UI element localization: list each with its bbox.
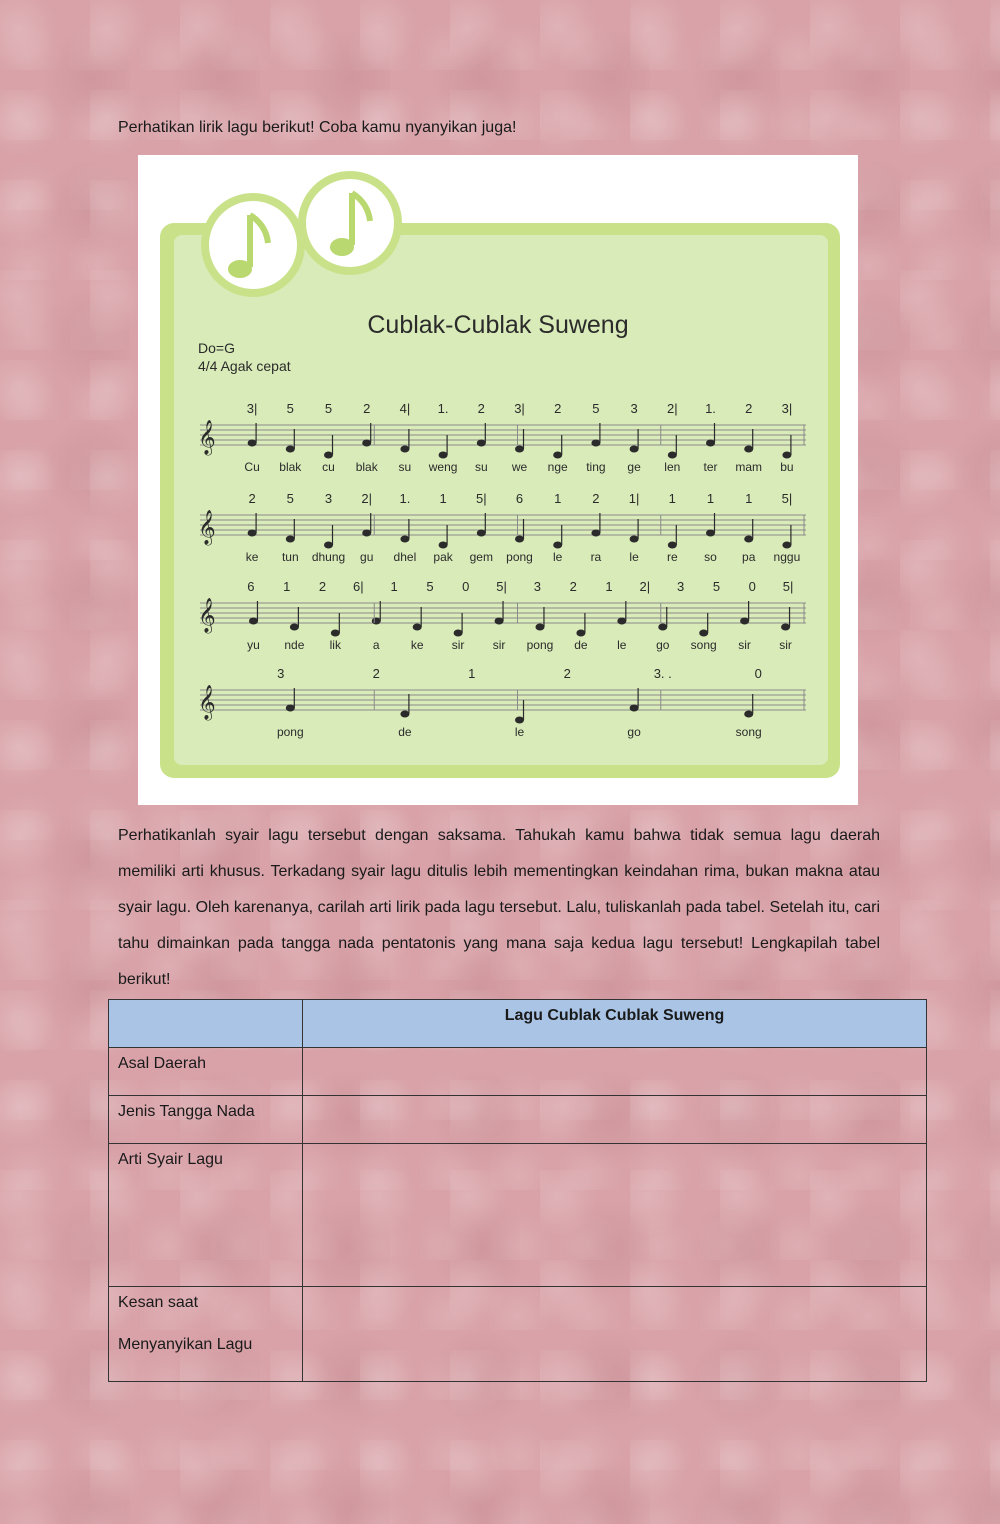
number-notation: 3 [277,666,285,681]
table-header-row [109,1000,927,1048]
lyric-syllable: ke [410,638,424,652]
note-head [286,705,295,712]
note-head [324,542,333,549]
lyric-syllable: nggu [773,550,801,564]
table-row [109,1144,927,1287]
note-head [782,542,791,549]
lyric-syllable: ting [586,460,606,474]
number-notation: 3| [781,401,793,416]
number-notation: 2 [363,401,371,416]
song-sheet [138,155,858,805]
number-notation: 2 [592,491,600,506]
number-notation: 1 [468,666,476,681]
number-notation: 1 [605,579,613,594]
row-label: Arti Syair Lagu [109,1144,303,1287]
lyric-syllable: len [664,460,681,474]
number-notation: 1. [399,491,411,506]
lyric-syllable: pong [506,550,533,564]
number-notation: 2| [666,401,678,416]
note-head [324,452,333,459]
note-head [400,711,409,718]
number-notation: 2 [248,491,256,506]
note-head [286,536,295,543]
lyric-syllable: de [574,638,588,652]
lyric-syllable: ter [703,460,718,474]
instruction-paragraph: Perhatikanlah syair lagu tersebut dengan saksama. Tahukah kamu bahwa tidak semua lagu daerah memiliki arti khusus. Terkadang syair lagu ditulis lebih mementingkan keindahan rima, bukan makna atau syair lagu. Oleh karenanya, carilah arti lirik pada lagu tersebut. Lalu, tuliskanlah pada tabel. Setelah itu, cari tahu dimainkan pada tangga nada pentatonis yang mana saja kedua lagu tersebut! Lengkapilah tabel berikut! [118,827,880,988]
number-notation: 6 [515,491,524,506]
number-notation: 3. . [653,666,672,681]
lyric-syllable: re [666,550,678,564]
number-notation: 2 [477,401,485,416]
number-notation: 6| [353,579,364,594]
lyric-syllable: lik [329,638,341,652]
lyric-syllable: ke [245,550,259,564]
note-head [477,440,486,447]
lyric-syllable: we [511,460,528,474]
note-head [553,452,562,459]
lyric-syllable: song [735,725,762,739]
lyric-syllable: pak [433,550,453,564]
lyric-syllable: ge [627,460,641,474]
note-head [400,446,409,453]
number-notation: 3| [514,401,525,416]
answer-cell-kesan[interactable] [303,1287,927,1382]
song-tempo: 4/4 Agak cepat [198,358,291,374]
lyric-syllable: tun [281,550,299,564]
intro-text: Perhatikan lirik lagu berikut! Coba kamu nyanyikan juga! [118,119,517,136]
number-notation: 0 [462,579,470,594]
note-head [744,446,753,453]
lyric-syllable: ra [590,550,602,564]
number-notation: 5| [475,491,487,506]
lyric-syllable: mam [735,460,763,474]
number-notation: 5| [496,579,507,594]
lyric-syllable: cu [322,460,335,474]
answer-cell-asal-daerah[interactable] [303,1048,927,1096]
song-title: Cublak-Cublak Suweng [367,311,629,339]
number-notation: 0 [754,666,762,681]
lyric-syllable: song [690,638,717,652]
number-notation: 2| [361,491,373,506]
lyric-syllable: le [553,550,563,564]
music-note-icon [205,197,301,293]
note-head [630,705,639,712]
song-sheet-svg [138,155,858,805]
number-notation: 3 [677,579,685,594]
note-head [740,618,749,625]
note-head [591,530,600,537]
number-notation: 1 [554,491,562,506]
note-head [668,542,677,549]
note-head [362,530,371,537]
note-head [706,530,715,537]
table-row [109,1287,927,1382]
note-head [515,446,524,453]
note-head [249,618,258,625]
lyric-syllable: de [398,725,412,739]
lyric-syllable: le [629,550,639,564]
treble-clef: 𝄞 [198,421,216,454]
table-row [109,1096,927,1144]
lyric-syllable: go [656,638,670,652]
note-head [553,542,562,549]
note-head [362,440,371,447]
number-notation: 1 [706,491,715,506]
note-head [290,624,299,631]
number-notation: 5 [712,579,721,594]
number-notation: 1 [439,491,447,506]
note-head [400,536,409,543]
note-head [454,630,463,637]
note-head [630,446,639,453]
number-notation: 1 [668,491,676,506]
lyric-syllable: le [617,638,627,652]
note-head [248,530,257,537]
lyric-syllable: dhel [393,550,417,564]
note-head [495,618,504,625]
note-head [535,624,544,631]
number-notation: 2 [569,579,577,594]
note-head [372,618,381,625]
lyric-syllable: sir [492,638,506,652]
treble-clef: 𝄞 [198,686,216,719]
number-notation: 3 [533,579,542,594]
note-head [699,630,708,637]
note-head [515,536,524,543]
note-head [781,624,790,631]
note-head [576,630,585,637]
number-notation: 1. [437,401,449,416]
table-header: Lagu Cublak Cublak Suweng [303,1000,927,1048]
number-notation: 2 [554,401,562,416]
number-notation: 2 [745,401,753,416]
number-notation: 1 [283,579,291,594]
note-head [439,542,448,549]
lyric-syllable: bu [780,460,794,474]
number-notation: 2 [318,579,327,594]
note-head [658,624,667,631]
lyric-syllable: pong [526,638,554,652]
lyric-syllable: sir [738,638,751,652]
row-label: Asal Daerah [109,1048,303,1096]
lyric-syllable: weng [428,460,458,474]
lyric-syllable: blak [279,460,302,474]
lyric-syllable: nde [284,638,305,652]
row-label: Jenis Tangga Nada [109,1096,303,1144]
number-notation: 5 [324,401,333,416]
note-head [617,618,626,625]
number-notation: 2 [563,666,571,681]
lyric-syllable: pong [276,725,304,739]
number-notation: 6 [247,579,255,594]
number-notation: 5 [286,401,294,416]
treble-clef: 𝄞 [198,511,216,544]
header-empty-cell [109,1000,303,1048]
lyric-syllable: yu [247,638,260,652]
lyric-syllable: dhung [311,550,346,564]
answer-cell-arti-syair[interactable] [303,1144,927,1287]
lyric-syllable: sir [451,638,465,652]
number-notation: 0 [748,579,756,594]
note-head [439,452,448,459]
number-notation: 3 [324,491,333,506]
lyric-syllable: le [514,725,525,739]
song-key: Do=G [198,340,235,356]
lyric-syllable: gem [469,550,493,564]
lyric-syllable: gu [360,550,374,564]
note-head [706,440,715,447]
note-head [477,530,486,537]
lyric-syllable: su [398,460,412,474]
answer-cell-tangga-nada[interactable] [303,1096,927,1144]
treble-clef: 𝄞 [198,599,216,632]
note-head [248,440,257,447]
answer-table [108,999,927,1382]
note-head [286,446,295,453]
lyric-syllable: so [704,550,717,564]
lyric-syllable: blak [355,460,378,474]
number-notation: 3| [246,401,258,416]
number-notation: 5 [426,579,434,594]
lyric-syllable: sir [779,638,792,652]
note-head [744,536,753,543]
note-head [515,717,524,724]
row-label-line: Menyanyikan Lagu [118,1336,253,1353]
row-label [109,1287,303,1382]
number-notation: 5 [592,401,600,416]
lyric-syllable: pa [742,550,756,564]
lyric-syllable: Cu [244,460,260,474]
row-label-line: Kesan saat [118,1294,199,1311]
number-notation: 2| [639,579,651,594]
note-head [668,452,677,459]
note-head [331,630,340,637]
number-notation: 2 [372,666,380,681]
table-row [109,1048,927,1096]
note-head [413,624,422,631]
note-head [782,452,791,459]
number-notation: 1 [745,491,753,506]
number-notation: 5| [782,579,794,594]
note-head [630,536,639,543]
number-notation: 4| [399,401,411,416]
lyric-syllable: nge [547,460,568,474]
number-notation: 3 [630,401,638,416]
lyric-syllable: a [372,638,380,652]
number-notation: 1. [705,401,716,416]
music-note-icon [302,175,398,271]
number-notation: 1| [628,491,640,506]
lyric-syllable: go [627,725,641,739]
lyric-syllable: su [474,460,488,474]
number-notation: 1 [390,579,398,594]
note-head [591,440,600,447]
number-notation: 5 [286,491,294,506]
number-notation: 5| [781,491,793,506]
note-head [744,711,753,718]
